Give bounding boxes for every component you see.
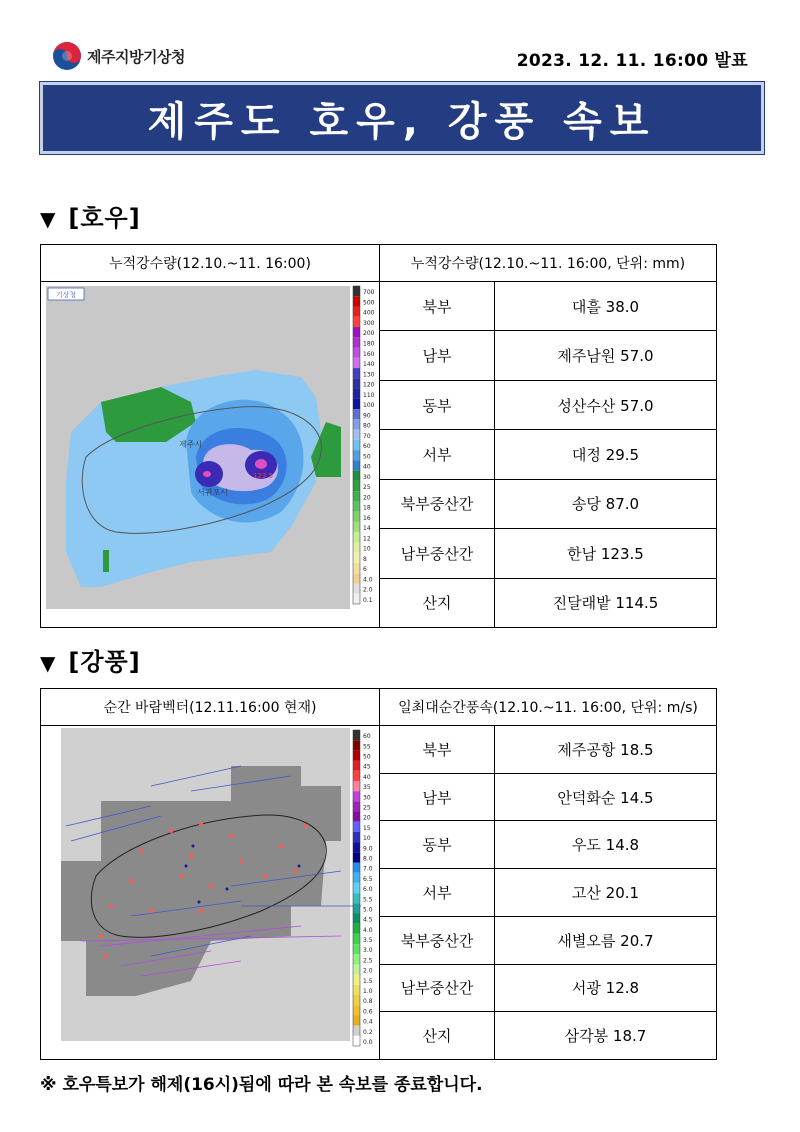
- footer-notice: ※ 호우특보가 해제(16시)됨에 따라 본 속보를 종료합니다.: [40, 1075, 483, 1095]
- legend-label: 16: [363, 514, 371, 522]
- kma-emblem-icon: [52, 41, 82, 71]
- wind-region-cell: 북부: [380, 726, 495, 773]
- rain-table-row: [380, 282, 716, 331]
- legend-swatch: [353, 327, 360, 337]
- legend-label: 10: [363, 835, 371, 843]
- legend-label: 90: [363, 412, 371, 420]
- legend-label: 35: [363, 784, 371, 792]
- legend-label: 60: [363, 443, 371, 451]
- legend-swatch: [353, 903, 360, 913]
- legend-swatch: [353, 863, 360, 873]
- legend-swatch: [353, 781, 360, 791]
- legend-label: 160: [363, 350, 375, 358]
- legend-label: 1.0: [363, 987, 373, 995]
- rain-region-cell: 서부: [380, 430, 495, 478]
- legend-swatch: [353, 761, 360, 771]
- legend-swatch: [353, 964, 360, 974]
- legend-label: 14: [363, 525, 371, 533]
- rain-color-legend: [353, 286, 375, 604]
- wind-region-cell: 북부중산간: [380, 917, 495, 964]
- legend-swatch: [353, 358, 360, 368]
- wind-table-row: [380, 917, 716, 965]
- legend-label: 0.0: [363, 1038, 373, 1046]
- legend-label: 8.0: [363, 855, 373, 863]
- legend-swatch: [353, 934, 360, 944]
- legend-label: 1.5: [363, 977, 373, 985]
- wind-table-row: [380, 1012, 716, 1059]
- legend-label: 300: [363, 319, 375, 327]
- legend-swatch: [353, 832, 360, 842]
- legend-swatch: [353, 1026, 360, 1036]
- legend-label: 9.0: [363, 845, 373, 853]
- legend-swatch: [353, 842, 360, 852]
- rain-table-row: [380, 480, 716, 529]
- legend-label: 25: [363, 804, 371, 812]
- legend-swatch: [353, 852, 360, 862]
- rain-value-cell: 제주남원 57.0: [557, 347, 654, 366]
- legend-swatch: [353, 791, 360, 801]
- legend-swatch: [353, 553, 360, 563]
- wind-map-image: [41, 726, 379, 1060]
- legend-swatch: [353, 419, 360, 429]
- legend-label: 40: [363, 463, 371, 471]
- legend-swatch: [353, 913, 360, 923]
- legend-swatch: [353, 542, 360, 552]
- rain-map: [41, 282, 380, 627]
- legend-swatch: [353, 944, 360, 954]
- rain-table-row: [380, 579, 716, 627]
- triangle-down-icon: ▼: [40, 651, 57, 675]
- rain-value-cell: 성산수산 57.0: [557, 396, 654, 415]
- rain-section-heading: [40, 198, 141, 233]
- legend-label: 18: [363, 504, 371, 512]
- legend-swatch: [353, 750, 360, 760]
- wind-map-title: 순간 바람벡터(12.11.16:00 현재): [41, 689, 380, 726]
- legend-swatch: [353, 368, 360, 378]
- legend-label: 70: [363, 432, 371, 440]
- rain-value-cell: 진달래밭 114.5: [552, 594, 659, 613]
- rain-table-title: 누적강수량(12.10.~11. 16:00, 단위: mm): [380, 245, 716, 282]
- legend-label: 80: [363, 422, 371, 430]
- rain-table-row: [380, 430, 716, 479]
- legend-label: 100: [363, 402, 375, 410]
- legend-label: 55: [363, 743, 371, 751]
- page-title: 제주도 호우, 강풍 속보: [147, 98, 657, 145]
- wind-panel: [40, 688, 717, 1060]
- legend-label: 3.0: [363, 947, 373, 955]
- wind-value-cell: 새별오름 20.7: [557, 931, 654, 950]
- rain-table-row: [380, 529, 716, 578]
- legend-label: 700: [363, 289, 375, 297]
- rain-label-peak: 123.5: [253, 472, 274, 480]
- legend-label: 12: [363, 535, 371, 543]
- wind-map: [41, 726, 380, 1059]
- legend-swatch: [353, 512, 360, 522]
- wind-value-cell: 서광 12.8: [571, 979, 640, 998]
- legend-label: 40: [363, 773, 371, 781]
- legend-swatch: [353, 522, 360, 532]
- legend-label: 110: [363, 391, 375, 399]
- rain-label-jeju: 제주시: [179, 440, 203, 449]
- legend-label: 7.0: [363, 865, 373, 873]
- legend-swatch: [353, 501, 360, 511]
- rain-table-row: [380, 331, 716, 380]
- legend-swatch: [353, 307, 360, 317]
- legend-swatch: [353, 471, 360, 481]
- legend-label: 6: [363, 566, 367, 574]
- legend-swatch: [353, 317, 360, 327]
- rain-map-image: [41, 282, 379, 627]
- wind-table-row: [380, 726, 716, 774]
- legend-swatch: [353, 594, 360, 604]
- wind-value-cell: 제주공항 18.5: [557, 740, 654, 759]
- legend-label: 0.8: [363, 998, 373, 1006]
- legend-label: 4.0: [363, 926, 373, 934]
- wind-table-row: [380, 774, 716, 822]
- rain-region-cell: 북부: [380, 282, 495, 330]
- wind-region-cell: 남부중산간: [380, 965, 495, 1012]
- wind-region-cell: 산지: [380, 1012, 495, 1059]
- legend-label: 6.0: [363, 886, 373, 894]
- legend-label: 20: [363, 494, 371, 502]
- legend-swatch: [353, 378, 360, 388]
- legend-swatch: [353, 954, 360, 964]
- legend-label: 50: [363, 453, 371, 461]
- legend-label: 200: [363, 330, 375, 338]
- rain-label-seogwipo: 서귀포시: [197, 488, 228, 497]
- legend-label: 2.0: [363, 967, 373, 975]
- rain-value-cell: 대흘 38.0: [571, 297, 640, 316]
- legend-label: 2.5: [363, 957, 373, 965]
- wind-section-heading: [40, 642, 141, 677]
- legend-label: 0.1: [363, 596, 373, 604]
- rain-table: [380, 282, 716, 627]
- legend-label: 10: [363, 545, 371, 553]
- legend-label: 5.0: [363, 906, 373, 914]
- legend-label: 120: [363, 381, 375, 389]
- org-name: 제주지방기상청: [87, 47, 185, 66]
- issued-datetime: 2023. 12. 11. 16:00 발표: [516, 51, 748, 71]
- legend-label: 0.2: [363, 1028, 373, 1036]
- rain-region-cell: 산지: [380, 579, 495, 627]
- legend-swatch: [353, 286, 360, 296]
- legend-label: 4.0: [363, 576, 373, 584]
- legend-label: 45: [363, 763, 371, 771]
- wind-table-row: [380, 869, 716, 917]
- legend-swatch: [353, 740, 360, 750]
- legend-swatch: [353, 481, 360, 491]
- rain-map-source: 기상청: [55, 291, 77, 299]
- wind-table-title: 일최대순간풍속(12.10.~11. 16:00, 단위: m/s): [380, 689, 716, 726]
- legend-swatch: [353, 822, 360, 832]
- rain-panel: [40, 244, 717, 628]
- legend-label: 15: [363, 824, 371, 832]
- legend-label: 8: [363, 555, 367, 563]
- legend-swatch: [353, 296, 360, 306]
- wind-value-cell: 안덕화순 14.5: [557, 788, 654, 807]
- legend-label: 500: [363, 299, 375, 307]
- legend-label: 20: [363, 814, 371, 822]
- legend-label: 60: [363, 733, 371, 741]
- legend-swatch: [353, 348, 360, 358]
- wind-color-legend: [353, 730, 373, 1046]
- legend-swatch: [353, 460, 360, 470]
- legend-swatch: [353, 873, 360, 883]
- legend-swatch: [353, 399, 360, 409]
- rain-region-cell: 남부중산간: [380, 529, 495, 577]
- rain-heading-text: [호우]: [68, 204, 141, 232]
- wind-table: [380, 726, 716, 1059]
- legend-swatch: [353, 583, 360, 593]
- legend-label: 3.5: [363, 937, 373, 945]
- legend-label: 0.4: [363, 1018, 373, 1026]
- legend-swatch: [353, 440, 360, 450]
- wind-region-cell: 서부: [380, 869, 495, 916]
- legend-label: 0.6: [363, 1008, 373, 1016]
- wind-value-cell: 삼각봉 18.7: [564, 1027, 647, 1046]
- legend-swatch: [353, 1015, 360, 1025]
- legend-swatch: [353, 985, 360, 995]
- legend-label: 30: [363, 794, 371, 802]
- legend-label: 5.5: [363, 896, 373, 904]
- legend-swatch: [353, 573, 360, 583]
- rain-region-cell: 남부: [380, 331, 495, 379]
- wind-table-row: [380, 821, 716, 869]
- legend-label: 180: [363, 340, 375, 348]
- header: [0, 0, 800, 80]
- title-banner: [40, 82, 764, 154]
- kma-logo: [52, 40, 185, 72]
- legend-swatch: [353, 337, 360, 347]
- wind-heading-text: [강풍]: [68, 648, 141, 676]
- legend-label: 6.5: [363, 875, 373, 883]
- legend-swatch: [353, 893, 360, 903]
- legend-swatch: [353, 450, 360, 460]
- legend-swatch: [353, 389, 360, 399]
- legend-swatch: [353, 532, 360, 542]
- legend-label: 130: [363, 371, 375, 379]
- triangle-down-icon: ▼: [40, 207, 57, 231]
- legend-swatch: [353, 975, 360, 985]
- rain-value-cell: 송당 87.0: [571, 495, 640, 514]
- rain-table-row: [380, 381, 716, 430]
- rain-value-cell: 한남 123.5: [567, 544, 644, 563]
- legend-label: 2.0: [363, 586, 373, 594]
- rain-value-cell: 대정 29.5: [571, 445, 640, 464]
- wind-region-cell: 남부: [380, 774, 495, 821]
- legend-label: 25: [363, 484, 371, 492]
- legend-swatch: [353, 1005, 360, 1015]
- legend-label: 4.5: [363, 916, 373, 924]
- legend-swatch: [353, 924, 360, 934]
- legend-swatch: [353, 995, 360, 1005]
- legend-swatch: [353, 730, 360, 740]
- legend-label: 50: [363, 753, 371, 761]
- wind-value-cell: 우도 14.8: [571, 836, 640, 855]
- wind-table-row: [380, 965, 716, 1013]
- legend-swatch: [353, 801, 360, 811]
- legend-label: 400: [363, 309, 375, 317]
- legend-label: 140: [363, 361, 375, 369]
- wind-value-cell: 고산 20.1: [571, 884, 640, 903]
- legend-swatch: [353, 771, 360, 781]
- legend-swatch: [353, 563, 360, 573]
- legend-swatch: [353, 1036, 360, 1046]
- legend-swatch: [353, 430, 360, 440]
- legend-swatch: [353, 491, 360, 501]
- legend-swatch: [353, 883, 360, 893]
- legend-swatch: [353, 409, 360, 419]
- legend-label: 30: [363, 473, 371, 481]
- rain-region-cell: 북부중산간: [380, 480, 495, 528]
- rain-map-title: 누적강수량(12.10.~11. 16:00): [41, 245, 380, 282]
- legend-swatch: [353, 812, 360, 822]
- wind-region-cell: 동부: [380, 821, 495, 868]
- rain-region-cell: 동부: [380, 381, 495, 429]
